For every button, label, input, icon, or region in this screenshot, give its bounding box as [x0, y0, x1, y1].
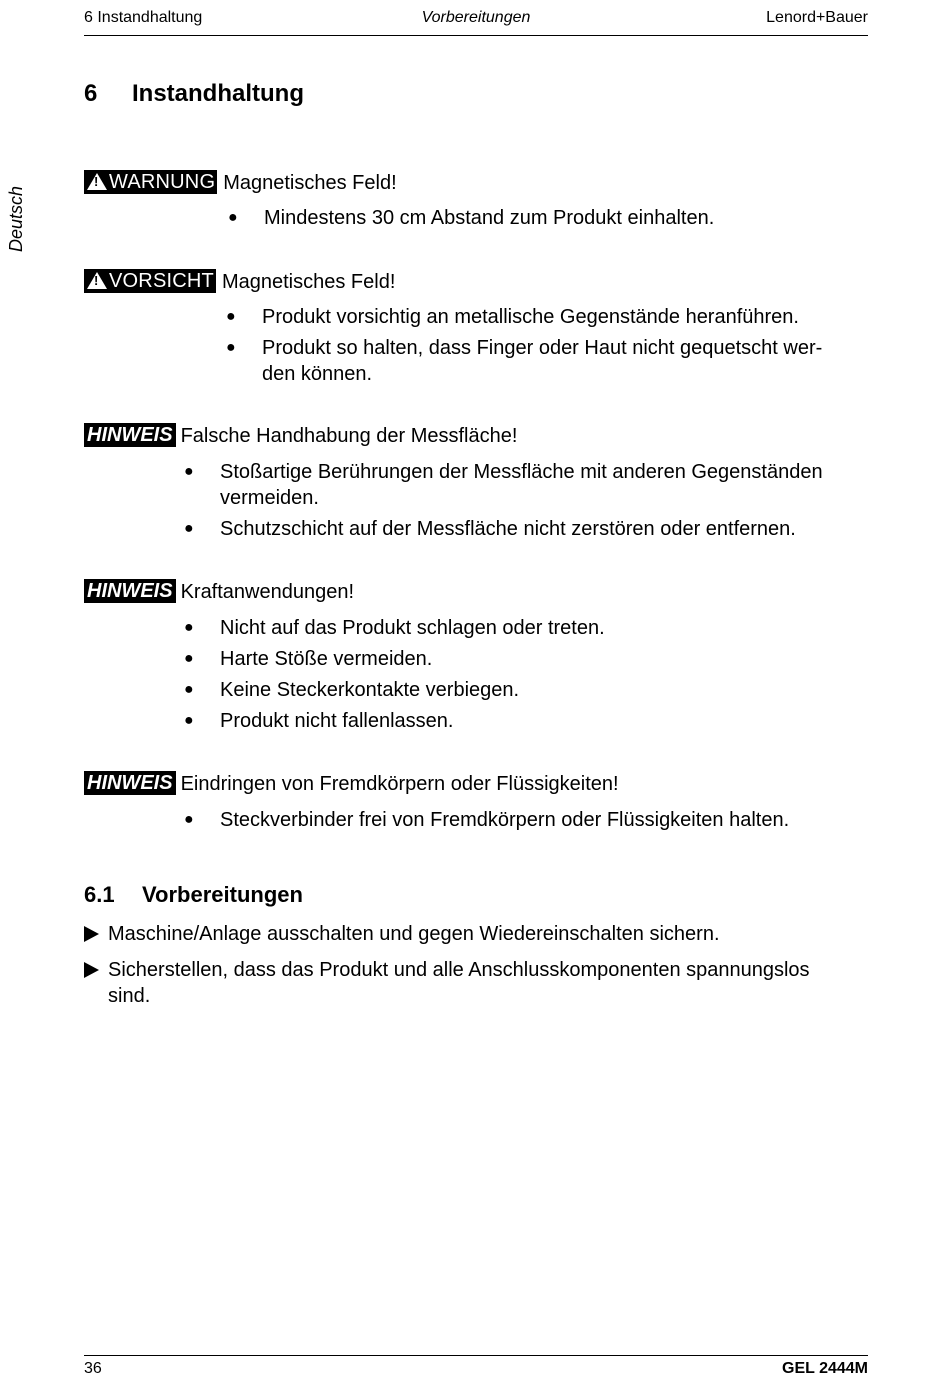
notice-title: Magnetisches Feld! [223, 172, 397, 194]
list-item: ● Keine Steckerkontakte verbiegen. [220, 677, 855, 703]
notice-vorsicht-bullets [262, 304, 852, 392]
header-chapter: 6 Instandhaltung [84, 9, 203, 26]
section-title-text: Vorbereitungen [142, 882, 303, 907]
header-company: Lenord+Bauer [766, 9, 868, 26]
notice-warnung-bullets [264, 205, 854, 236]
list-item: ● Produkt so halten, dass Finger oder Haut nicht gequetscht wer-den können. [262, 335, 852, 387]
section-title [84, 882, 303, 908]
warning-badge: !WARNUNG [84, 170, 217, 194]
step-item: Maschine/Anlage ausschalten und gegen Wiedereinschalten sichern. [84, 921, 844, 947]
warning-triangle-icon [87, 173, 107, 190]
notice-hinweis-messflaeche [84, 423, 517, 449]
page-footer [84, 1360, 868, 1380]
notice-hinweis-fremdkoerper [84, 771, 619, 797]
list-item: ● Mindestens 30 cm Abstand zum Produkt einhalten. [264, 205, 854, 231]
notice-badge: HINWEIS [84, 423, 176, 447]
notice-badge: HINWEIS [84, 579, 176, 603]
chapter-title-text: Instandhaltung [132, 80, 304, 107]
step-arrow-icon [84, 962, 99, 978]
list-item: ● Schutzschicht auf der Messfläche nicht zerstören oder entfernen. [220, 516, 855, 542]
chapter-title [84, 80, 304, 108]
notice-title: Falsche Handhabung der Messfläche! [180, 425, 518, 447]
notice-warnung [84, 170, 397, 196]
page-header [84, 9, 868, 29]
list-item: ● Nicht auf das Produkt schlagen oder treten. [220, 615, 855, 641]
step-arrow-icon [84, 926, 99, 942]
page-number: 36 [84, 1360, 102, 1377]
list-item: ● Stoßartige Berührungen der Messfläche mit anderen Gegenständen vermeiden. [220, 459, 855, 511]
footer-rule [84, 1355, 868, 1356]
list-item: ● Produkt nicht fallenlassen. [220, 708, 855, 734]
notice-hinweis-kraft [84, 579, 354, 605]
header-section: Vorbereitungen [421, 9, 531, 26]
notice-title: Magnetisches Feld! [221, 271, 396, 293]
notice-title: Eindringen von Fremdkörpern oder Flüssigkeiten! [180, 773, 619, 795]
caution-badge: !VORSICHT [84, 269, 216, 293]
notice-vorsicht [84, 269, 395, 295]
header-rule [84, 35, 868, 36]
list-item: ● Harte Stöße vermeiden. [220, 646, 855, 672]
notice-title: Kraftanwendungen! [180, 581, 355, 603]
list-item: ● Steckverbinder frei von Fremdkörpern oder Flüssigkeiten halten. [220, 807, 855, 833]
warning-triangle-icon [87, 272, 107, 289]
notice-hinweis-messflaeche-bullets [220, 459, 855, 547]
chapter-number: 6 [84, 80, 98, 107]
notice-badge: HINWEIS [84, 771, 176, 795]
step-item: Sicherstellen, dass das Produkt und alle Anschlusskomponenten spannungslos sind. [84, 957, 844, 1009]
notice-hinweis-kraft-bullets [220, 615, 855, 739]
notice-hinweis-fremdkoerper-bullets [220, 807, 855, 838]
section-number: 6.1 [84, 882, 115, 907]
language-tab: Deutsch [6, 185, 26, 252]
document-id: GEL 2444M [782, 1360, 868, 1377]
list-item: ● Produkt vorsichtig an metallische Gegenstände heranführen. [262, 304, 852, 330]
